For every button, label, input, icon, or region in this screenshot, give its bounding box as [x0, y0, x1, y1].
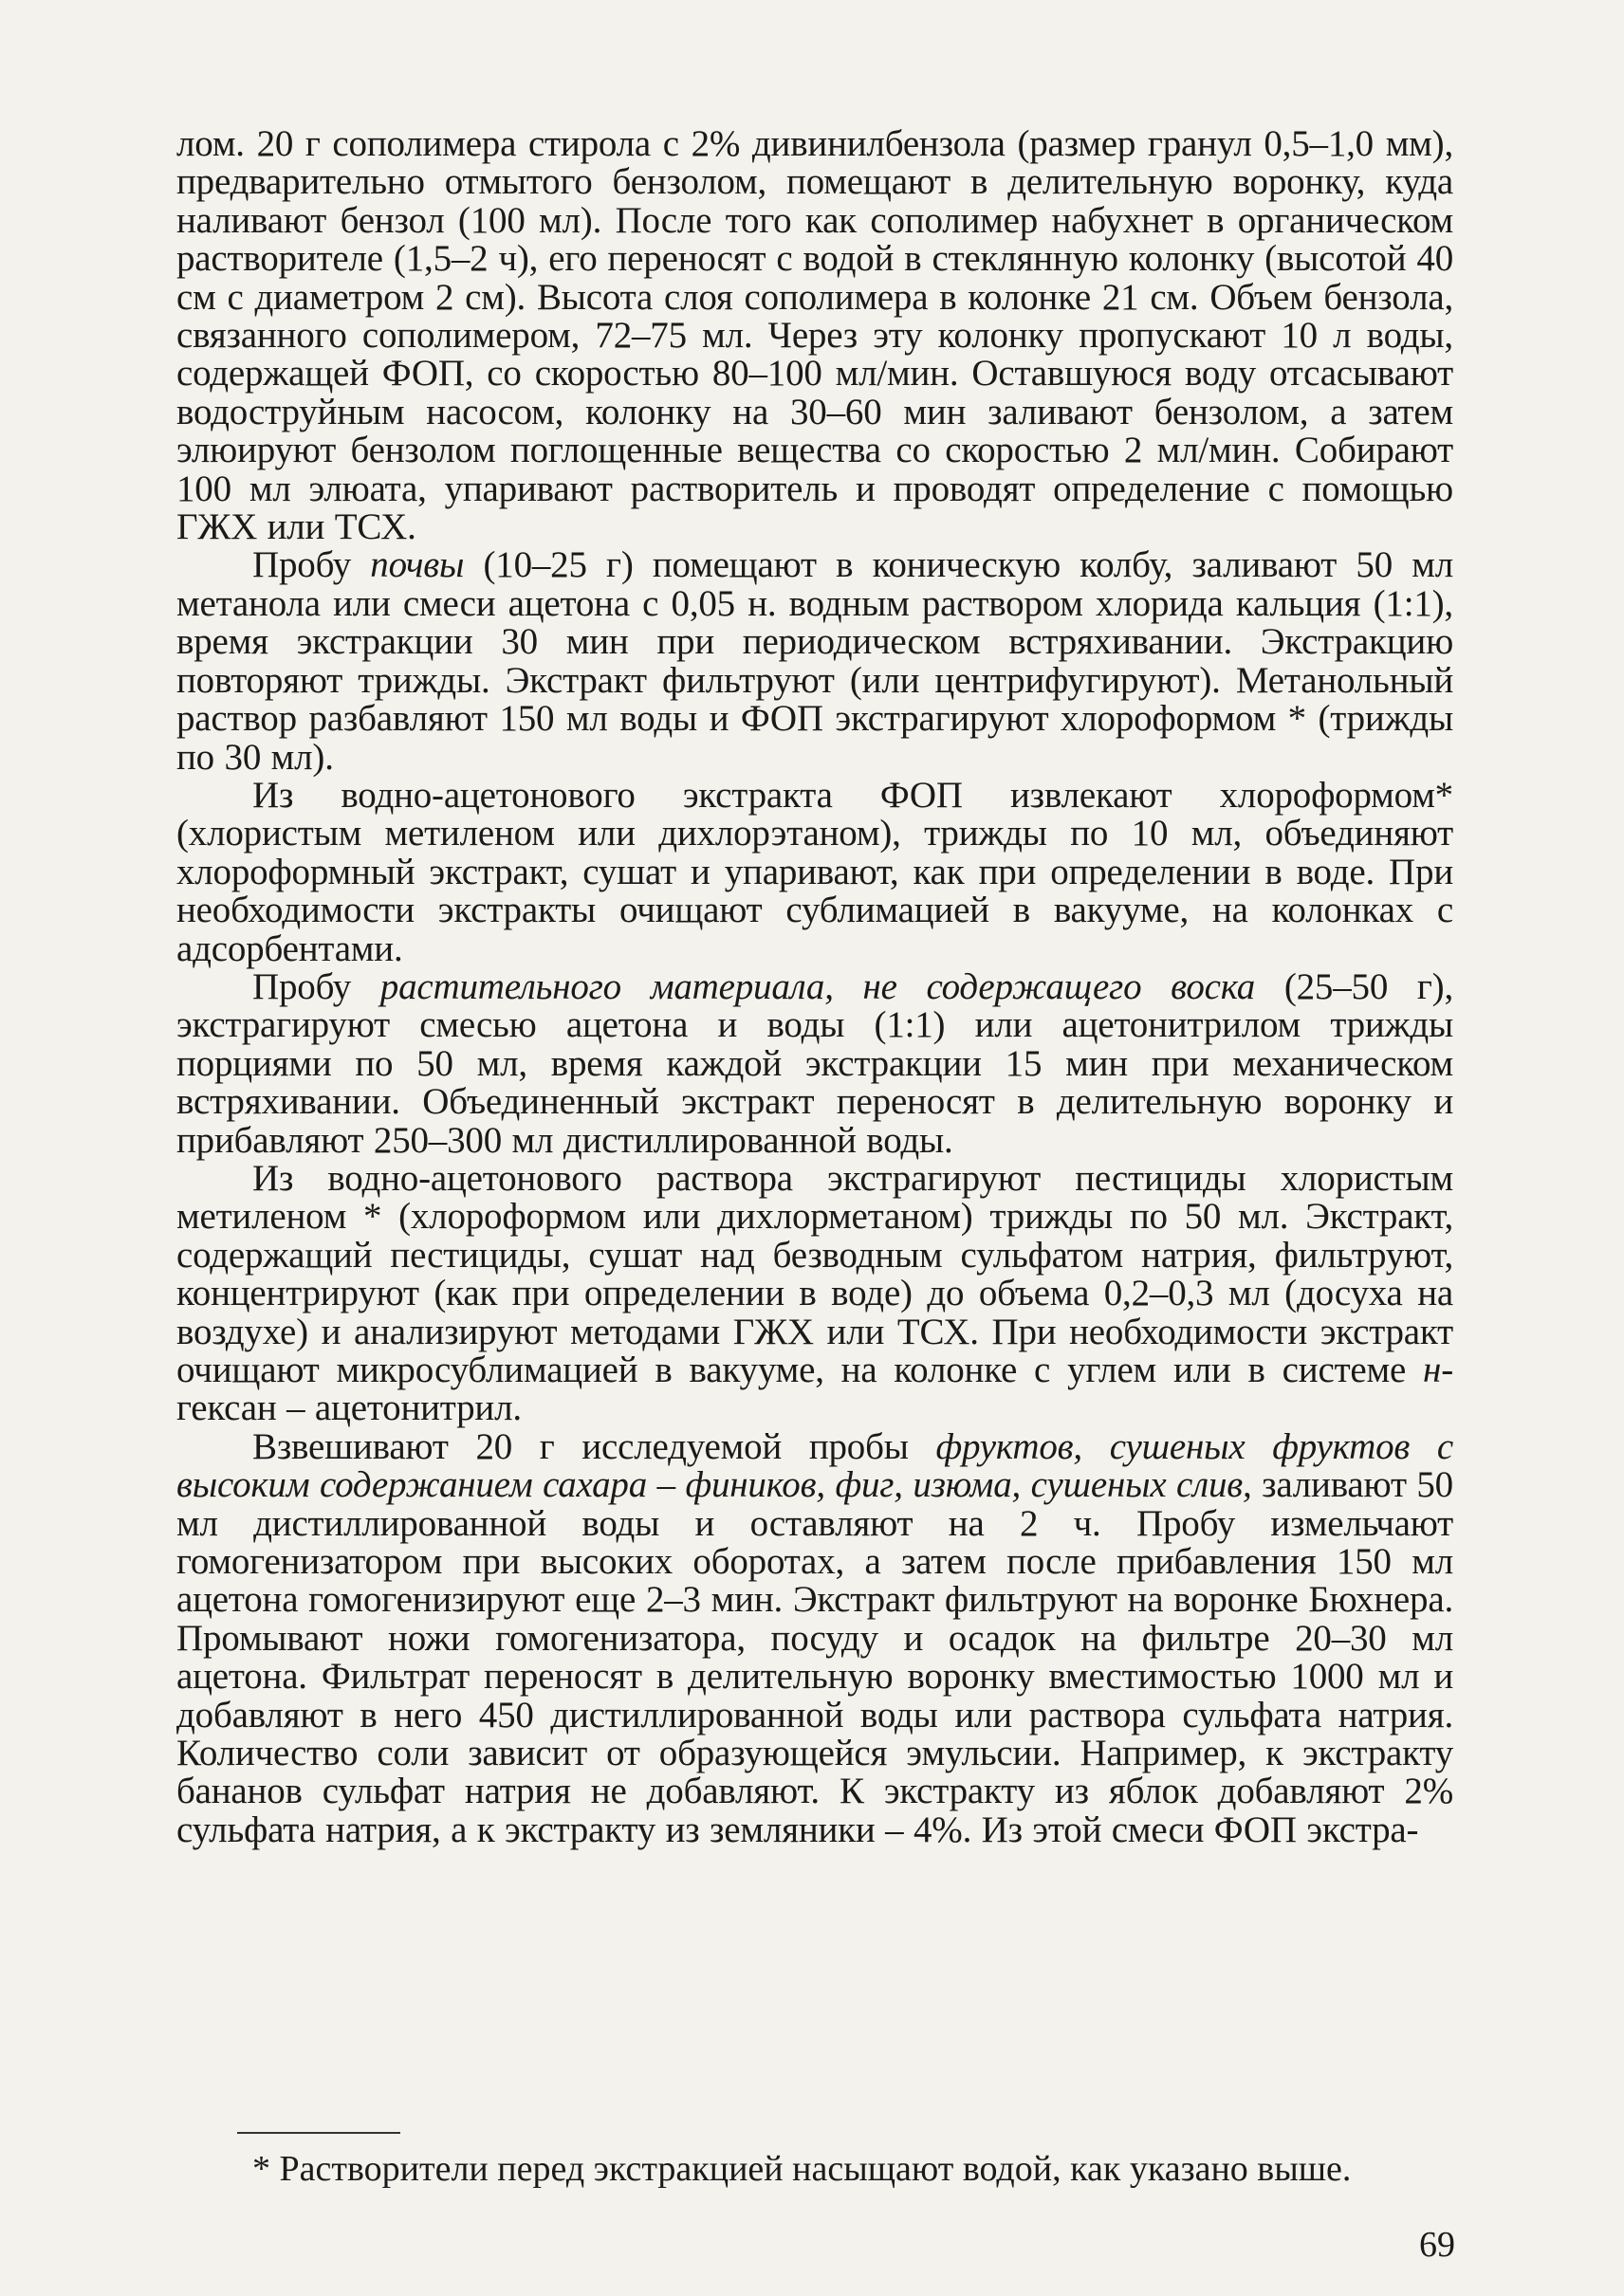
paragraph-5-rest: -гексан – ацетонитрил. — [176, 1350, 1453, 1429]
footnote-divider — [237, 2132, 400, 2134]
paragraph-6 — [176, 1425, 1453, 1850]
paragraph-6-emphasis: фруктов, сушеных фруктов с высоким содержанием сахара – фиников, фиг, изюма, сушеных слив, — [176, 1425, 1453, 1506]
footnote: * Растворители перед экстракцией насыщают водой, как указано выше. — [252, 2149, 1352, 2189]
paragraph-3: Из водно-ацетонового экстракта ФОП извлекают хлороформом* (хлористым метиленом или дихлорэтаном), трижды по 10 мл, объединяют хлороформный экстракт, сушат и упаривают, как при определении в воде. При необходимости экстракты очищают сублимацией в вакууме, на колонках с адсорбентами. — [176, 774, 1453, 969]
paragraph-6-lead: Взвешивают 20 г исследуемой пробы — [252, 1425, 936, 1467]
paragraph-2 — [176, 546, 1453, 776]
paragraph-5-lead: Из водно-ацетонового раствора экстрагируют пестициды хлористым метиленом * (хлороформом или дихлорметаном) трижды по 50 мл. Экстракт, содержащий пестициды, сушат над безводным сульфатом натрия, фильтруют, концентрируют (как при определении в воде) до объема 0,2–0,3 мл (досуха на воздухе) и анализируют методами ГЖХ или ТСХ. При необходимости экстракт очищают микросублимацией в вакууме, на колонке с углем или в системе — [176, 1157, 1453, 1390]
paragraph-6-rest: заливают 50 мл дистиллированной воды и оставляют на 2 ч. Пробу измельчают гомогенизатором при высоких оборотах, а затем после прибавления 150 мл ацетона гомогенизируют еще 2–3 мин. Экстракт фильтруют на воронке Бюхнера. Промывают ножи гомогенизатора, посуду и осадок на фильтре 20–30 мл ацетона. Фильтрат переносят в делительную воронку вместимостью 1000 мл и добавляют в него 450 дистиллированной воды или раствора сульфата натрия. Количество соли зависит от образующейся эмульсии. Например, к экстракту бананов сульфат натрия не добавляют. К экстракту из яблок добавляют 2% сульфата натрия, а к экстракту из земляники – 4%. Из этой смеси ФОП экстра- — [176, 1464, 1453, 1850]
paragraph-2-emphasis: почвы — [370, 544, 465, 586]
paragraph-5 — [176, 1157, 1453, 1429]
paragraph-4 — [176, 965, 1453, 1161]
page-body — [176, 125, 1453, 1849]
page-number: 69 — [1419, 2225, 1455, 2265]
paragraph-4-emphasis: растительного материала, не содержащего воска — [379, 965, 1256, 1007]
paragraph-2-lead: Пробу — [252, 544, 371, 586]
paragraph-4-rest: (25–50 г), экстрагируют смесью ацетона и воды (1:1) или ацетонитрилом трижды порциями по 50 мл, время каждой экстракции 15 мин при механическом встряхивании. Объединенный экстракт переносят в делительную воронку и прибавляют 250–300 мл дистиллированной воды. — [176, 965, 1453, 1161]
paragraph-5-emphasis: н — [1423, 1350, 1442, 1390]
paragraph-4-lead: Пробу — [252, 965, 380, 1007]
paragraph-2-rest: (10–25 г) помещают в коническую колбу, заливают 50 мл метанола или смеси ацетона с 0,05 н. водным раствором хлорида кальция (1:1), время экстракции 30 мин при периодическом встряхивании. Экстракцию повторяют трижды. Экстракт фильтруют (или центрифугируют). Метанольный раствор разбавляют 150 мл воды и ФОП экстрагируют хлороформом * (трижды по 30 мл). — [176, 544, 1453, 778]
paragraph-1: лом. 20 г сополимера стирола с 2% дивинилбензола (размер гранул 0,5–1,0 мм), предварительно отмытого бензолом, помещают в делительную воронку, куда наливают бензол (100 мл). После того как сополимер набухнет в органическом растворителе (1,5–2 ч), его переносят с водой в стеклянную колонку (высотой 40 см с диаметром 2 см). Высота слоя сополимера в колонке 21 см. Объем бензола, связанного сополимером, 72–75 мл. Через эту колонку пропускают 10 л воды, содержащей ФОП, со скоростью 80–100 мл/мин. Оставшуюся воду отсасывают водоструйным насосом, колонку на 30–60 мин заливают бензолом, а затем элюируют бензолом поглощенные вещества со скоростью 2 мл/мин. Собирают 100 мл элюата, упаривают растворитель и проводят определение с помощью ГЖХ или ТСХ. — [176, 123, 1453, 548]
